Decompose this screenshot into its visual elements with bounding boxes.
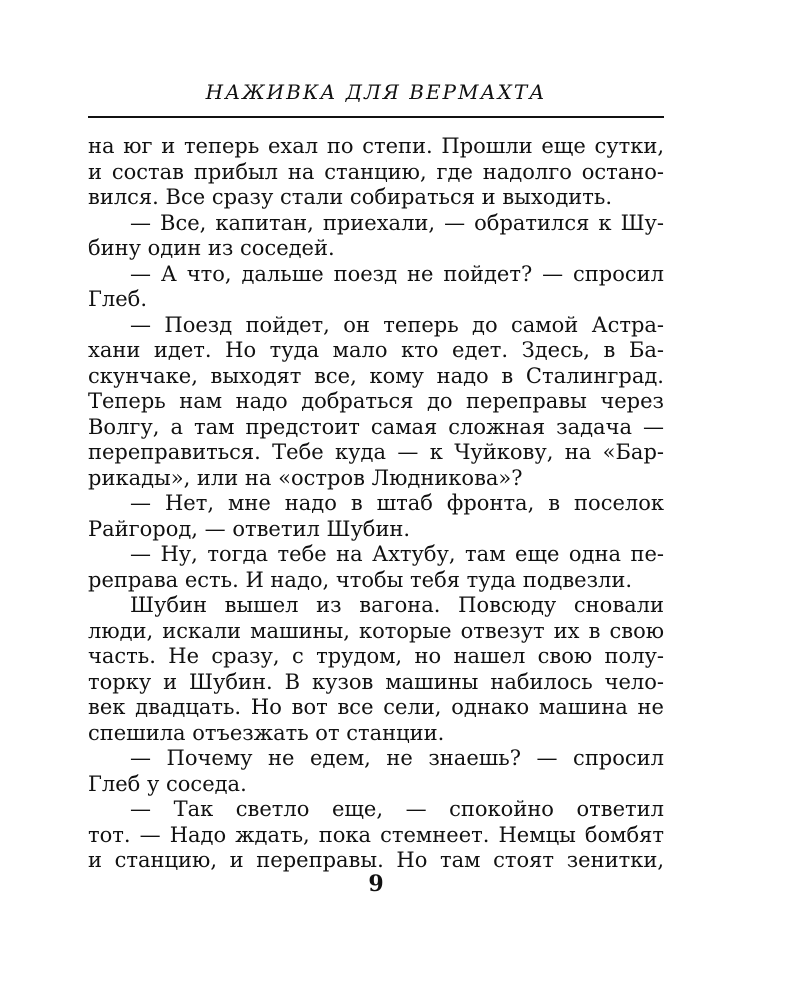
text-line: бину один из соседей. (88, 236, 335, 260)
text-line: торку и Шубин. В кузов машины набилось чело- (88, 669, 664, 694)
text-line: — А что, дальше поезд не пойдет? — спросил (130, 261, 664, 286)
text-line: — Ну, тогда тебе на Ахтубу, там еще одна пе- (130, 542, 664, 566)
text-line: реправа есть. И надо, чтобы тебя туда подвезли. (88, 567, 633, 592)
text-line: Райгород, — ответил Шубин. (88, 516, 411, 541)
text-line: Шубин вышел из вагона. Повсюду сновали (130, 593, 664, 617)
text-line: Волгу, а там предстоит самая сложная задача — (88, 414, 664, 439)
text-line: — Все, капитан, приехали, — обратился к Шу- (130, 210, 664, 235)
running-head-title: НАЖИВКА ДЛЯ ВЕРМАХТА (205, 80, 547, 104)
text-line: переправиться. Тебе куда — к Чуйкову, на «Бар- (88, 440, 664, 464)
text-line: скунчаке, выходят все, кому надо в Сталинград. (88, 363, 664, 388)
text-line: Теперь нам надо добраться до переправы через (88, 389, 664, 413)
text-line: — Поезд пойдет, он теперь до самой Астра- (130, 312, 664, 337)
text-line: Глеб у соседа. (88, 771, 247, 796)
text-line: спешила отъезжать от станции. (88, 720, 445, 745)
text-line: на юг и теперь ехал по степи. Прошли еще сутки, (88, 134, 664, 158)
text-line: люди, искали машины, которые отвезут их в свою (88, 618, 664, 643)
page-number: 9 (368, 871, 384, 897)
text-line: век двадцать. Но вот все сели, однако машина не (88, 695, 664, 719)
body-text (88, 134, 664, 874)
text-line: рикады», или на «остров Людникова»? (88, 465, 523, 490)
text-line: тот. — Надо ждать, пока стемнеет. Немцы бомбят (88, 822, 664, 847)
text-line: — Нет, мне надо в штаб фронта, в поселок (130, 491, 664, 515)
text-line: и состав прибыл на станцию, где надолго остано- (88, 159, 664, 184)
text-line: — Почему не едем, не знаешь? — спросил (130, 746, 664, 770)
text-line: часть. Не сразу, с трудом, но нашел свою полу- (88, 644, 664, 668)
text-line: и станцию, и переправы. Но там стоят зенитки, (88, 848, 664, 872)
text-line: хани идет. Но туда мало кто едет. Здесь, в Ба- (88, 338, 664, 362)
text-line: вился. Все сразу стали собираться и выходить. (88, 185, 613, 209)
header-divider (88, 116, 664, 118)
text-line: — Так светло еще, — спокойно ответил (130, 797, 664, 821)
text-line: Глеб. (88, 287, 147, 311)
